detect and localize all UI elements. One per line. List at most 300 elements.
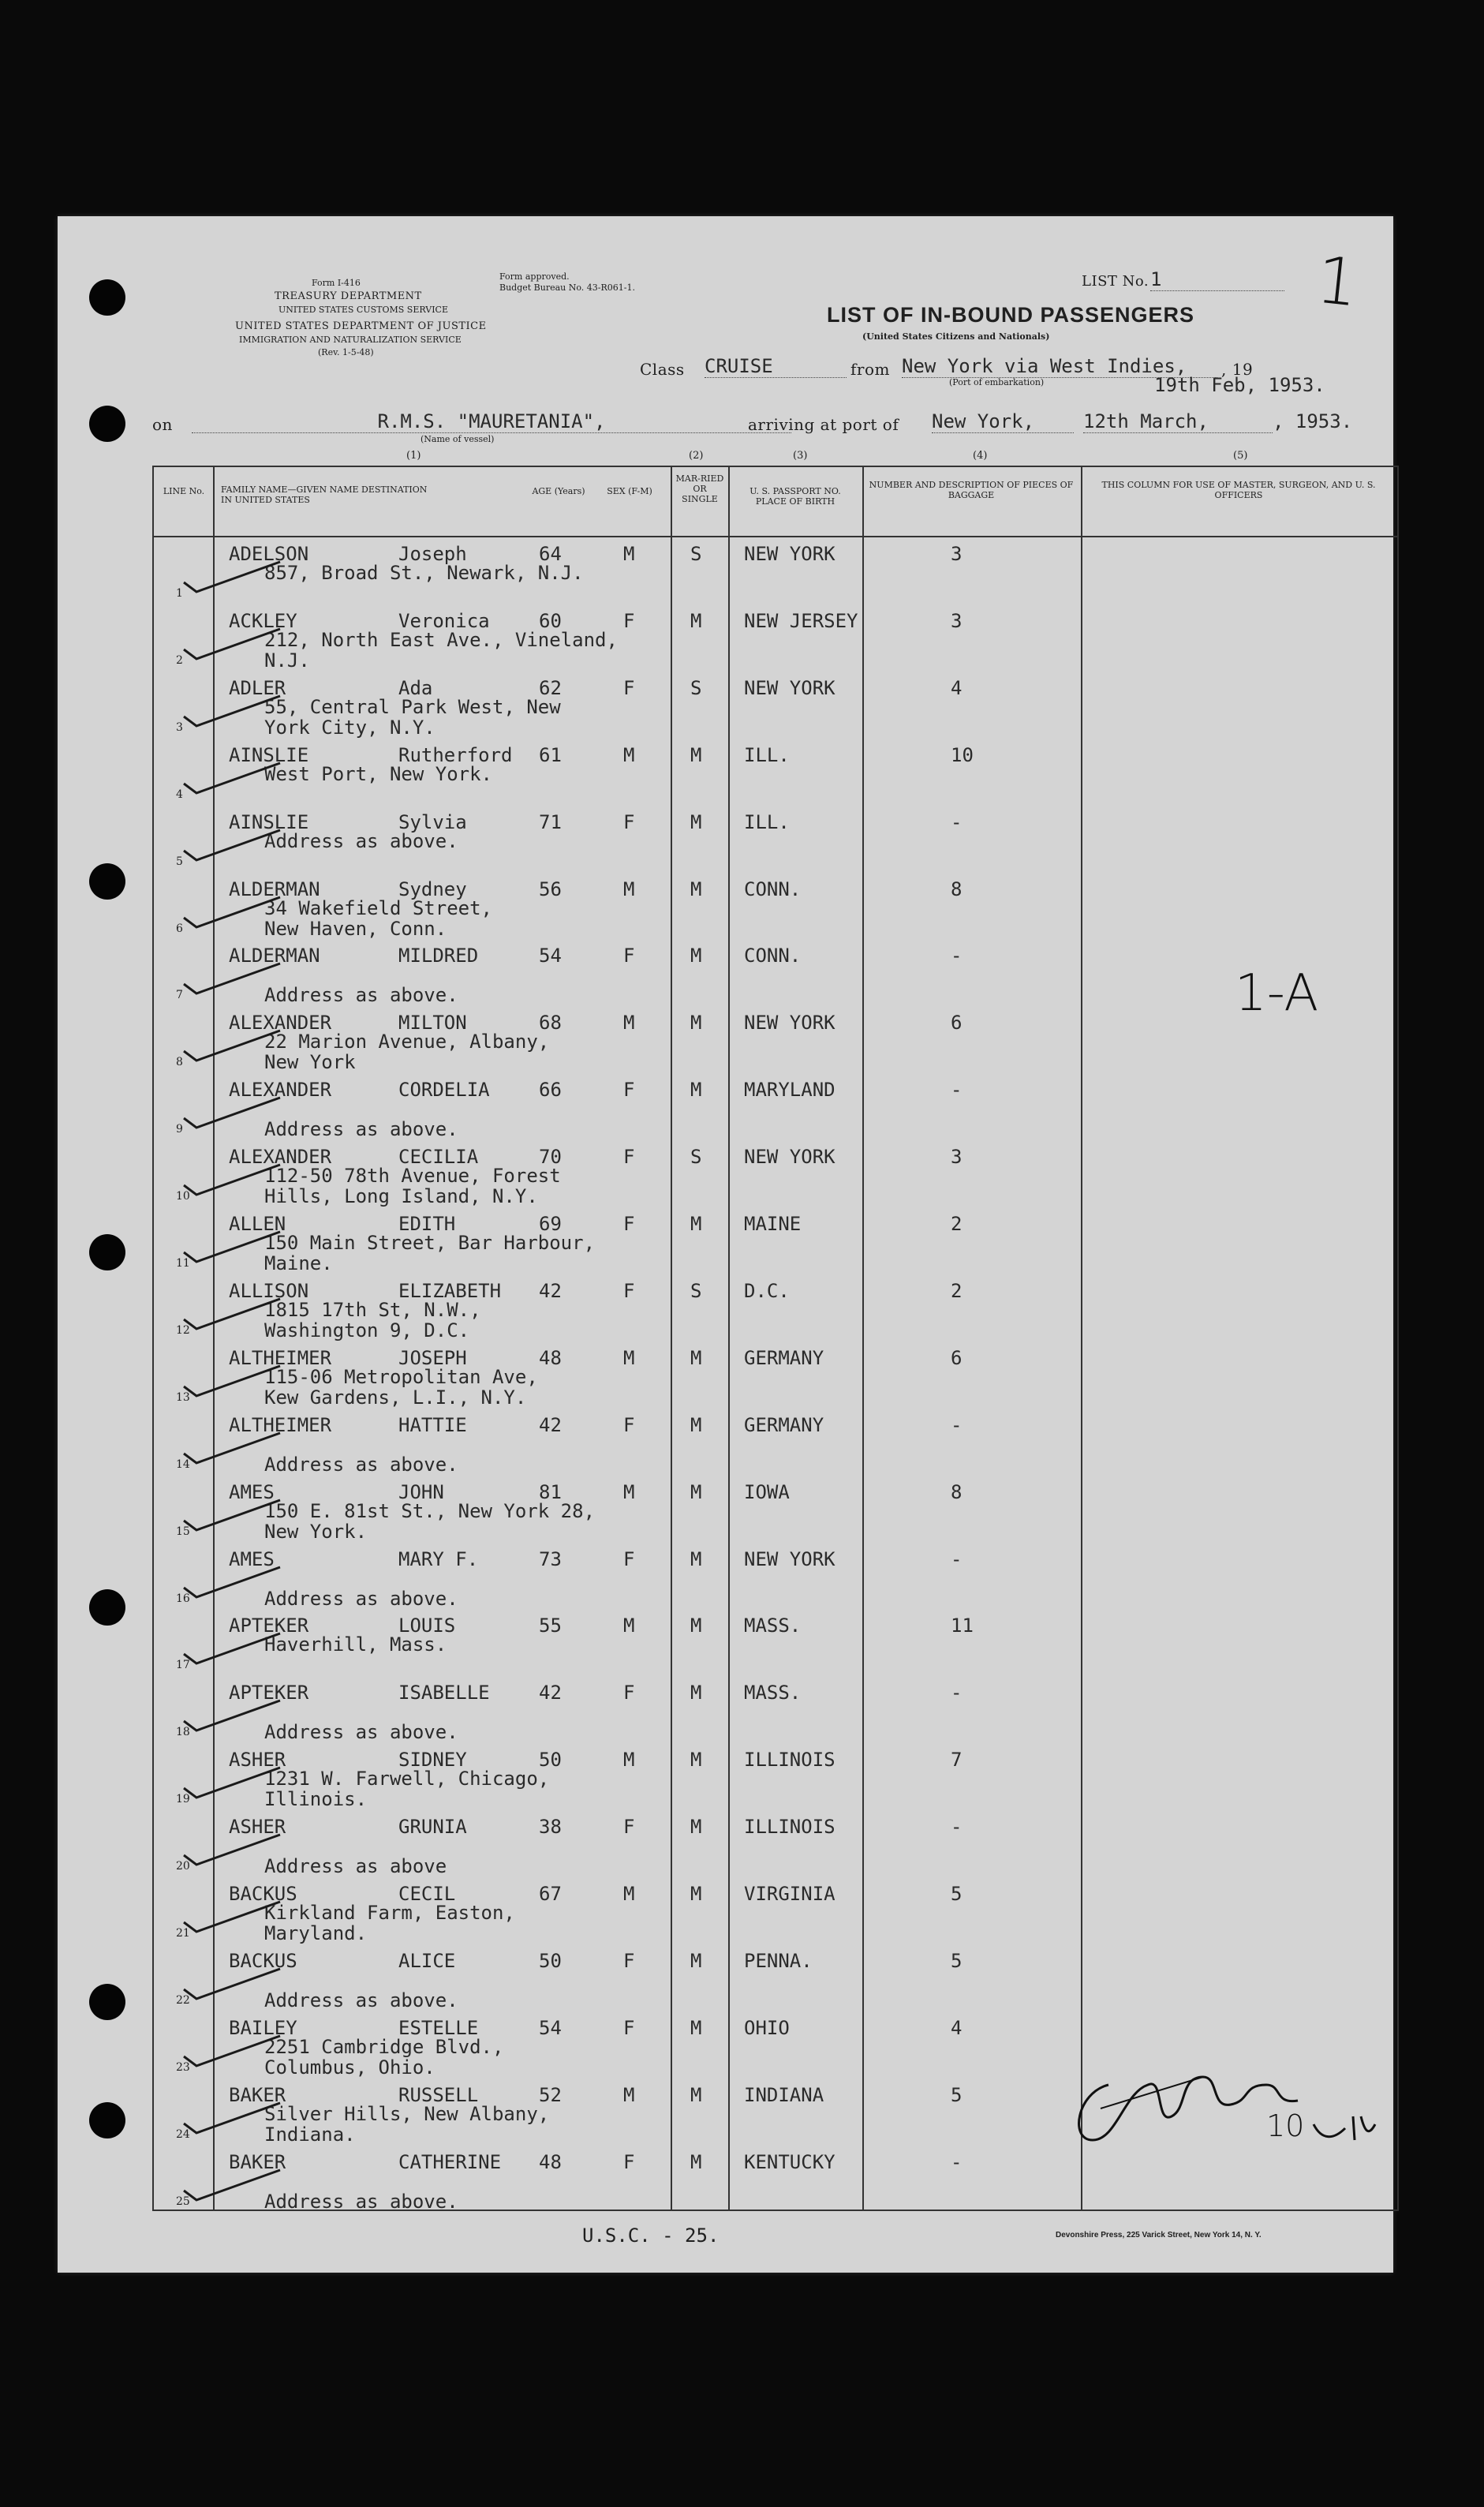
passenger-age: 56 (539, 877, 562, 900)
marital-status: M (690, 743, 702, 766)
table-row (154, 605, 1397, 672)
address-line-2: Address as above. (264, 1118, 458, 1141)
address-line-2: New Haven, Conn. (264, 917, 447, 940)
header-age: AGE (Years) (532, 486, 585, 496)
justice-label: UNITED STATES DEPARTMENT OF JUSTICE (235, 320, 487, 332)
baggage-count: - (951, 1816, 963, 1839)
passenger-surname: ADELSON (229, 543, 309, 565)
passenger-given-name: ELIZABETH (398, 1279, 502, 1302)
passenger-sex: M (623, 543, 635, 565)
embarkation-date: 19th Feb, 1953. (1154, 374, 1325, 396)
place-of-birth: OHIO (744, 2016, 790, 2039)
address-line-1: West Port, New York. (264, 762, 492, 785)
passenger-given-name: CORDELIA (398, 1079, 490, 1102)
passenger-surname: ASHER (229, 1749, 286, 1772)
check-mark-icon (178, 1627, 288, 1667)
passenger-given-name: CECIL (398, 1883, 456, 1905)
officer-signature (1061, 2030, 1377, 2172)
marital-status: M (690, 810, 702, 833)
passenger-given-name: Sylvia (398, 810, 467, 833)
passenger-surname: BAKER (229, 2083, 286, 2106)
line-number: 15 (176, 1525, 190, 1538)
passenger-age: 38 (539, 1816, 562, 1839)
passenger-age: 67 (539, 1883, 562, 1905)
address-line-1: 2251 Cambridge Blvd., (264, 2035, 504, 2058)
line-number: 10 (176, 1190, 190, 1203)
passenger-sex: M (623, 1480, 635, 1503)
passenger-sex: F (623, 2150, 635, 2173)
passenger-given-name: SIDNEY (398, 1749, 467, 1772)
table-row (154, 1409, 1397, 1476)
passenger-sex: F (623, 1547, 635, 1570)
passenger-surname: ALEXANDER (229, 1012, 332, 1035)
marital-status: M (690, 1213, 702, 1235)
from-label: from (850, 360, 890, 379)
address-line-2: New York. (264, 1520, 368, 1543)
punch-hole (89, 863, 125, 900)
passenger-age: 64 (539, 543, 562, 565)
marital-status: M (690, 1346, 702, 1369)
passenger-sex: F (623, 1279, 635, 1302)
baggage-count: - (951, 945, 963, 967)
line-number: 9 (176, 1123, 183, 1136)
table-row (154, 1275, 1397, 1342)
check-mark-icon (178, 1225, 288, 1265)
passenger-surname: AINSLIE (229, 743, 309, 766)
passenger-given-name: Rutherford (398, 743, 513, 766)
passenger-age: 54 (539, 2016, 562, 2039)
passenger-sex: F (623, 1682, 635, 1704)
place-of-birth: D.C. (744, 1279, 790, 1302)
address-line-1: 1815 17th St, N.W., (264, 1298, 481, 1321)
passenger-age: 48 (539, 2150, 562, 2173)
passenger-age: 54 (539, 945, 562, 967)
passenger-sex: M (623, 1883, 635, 1905)
address-line-2: Address as above. (264, 1989, 458, 2011)
passenger-surname: BACKUS (229, 1949, 297, 1972)
marital-status: M (690, 1749, 702, 1772)
baggage-count: 6 (951, 1346, 963, 1369)
passenger-sex: F (623, 1413, 635, 1436)
check-mark-icon (178, 2164, 288, 2203)
table-row (154, 1543, 1397, 1611)
line-number: 14 (176, 1457, 190, 1471)
baggage-count: - (951, 1413, 963, 1436)
passenger-age: 42 (539, 1413, 562, 1436)
list-no-label: LIST No. (1082, 273, 1149, 290)
check-mark-icon (178, 1761, 288, 1801)
check-mark-icon (178, 1963, 288, 2002)
place-of-birth: MAINE (744, 1213, 802, 1235)
passenger-given-name: Joseph (398, 543, 467, 565)
passenger-given-name: RUSSELL (398, 2083, 479, 2106)
address-line-2: Maine. (264, 1252, 333, 1274)
marital-status: M (690, 2150, 702, 2173)
place-of-birth: CONN. (744, 877, 802, 900)
line-number: 19 (176, 1793, 190, 1806)
class-value: CRUISE (705, 355, 847, 378)
passenger-surname: APTEKER (229, 1682, 309, 1704)
table-row (154, 739, 1397, 806)
line-number: 16 (176, 1592, 190, 1605)
passenger-given-name: Veronica (398, 609, 490, 632)
check-mark-icon (178, 690, 288, 729)
address-line-1: Silver Hills, New Albany, (264, 2102, 550, 2125)
place-of-birth: NEW YORK (744, 543, 835, 565)
punch-hole (89, 279, 125, 316)
passenger-sex: M (623, 1749, 635, 1772)
passenger-age: 62 (539, 676, 562, 699)
form-number: Form I-416 (312, 278, 361, 288)
column-number-1: (1) (406, 450, 421, 462)
address-line-1: 857, Broad St., Newark, N.J. (264, 562, 584, 584)
address-line-1: 22 Marion Avenue, Albany, (264, 1031, 550, 1053)
line-number: 21 (176, 1927, 190, 1940)
table-row (154, 806, 1397, 874)
passenger-sex: F (623, 2016, 635, 2039)
marital-status: M (690, 609, 702, 632)
baggage-count: - (951, 2150, 963, 2173)
column-number-3: (3) (793, 450, 808, 462)
passenger-sex: F (623, 1949, 635, 1972)
check-mark-icon (178, 1091, 288, 1131)
passenger-age: 71 (539, 810, 562, 833)
line-number: 18 (176, 1726, 190, 1739)
address-line-2: Address as above. (264, 2190, 458, 2213)
passenger-given-name: GRUNIA (398, 1816, 467, 1839)
address-line-1: 34 Wakefield Street, (264, 896, 492, 919)
printer-credit: Devonshire Press, 225 Varick Street, New York 14, N. Y. (1056, 2231, 1262, 2239)
check-mark-icon (178, 623, 288, 662)
passenger-given-name: LOUIS (398, 1615, 456, 1637)
place-of-birth: GERMANY (744, 1413, 824, 1436)
address-line-2: Address as above. (264, 984, 458, 1007)
table-row (154, 1744, 1397, 1811)
passenger-age: 73 (539, 1547, 562, 1570)
check-mark-icon (178, 1293, 288, 1332)
line-number: 7 (176, 989, 183, 1002)
marital-status: M (690, 1883, 702, 1905)
embarkation-port: New York via West Indies, (902, 355, 1217, 378)
marital-status: M (690, 1682, 702, 1704)
marital-status: M (690, 1547, 702, 1570)
baggage-count: 3 (951, 1146, 963, 1169)
check-mark-icon (178, 757, 288, 796)
embarkation-note: (Port of embarkation) (949, 377, 1045, 387)
marital-status: S (690, 543, 702, 565)
passenger-age: 52 (539, 2083, 562, 2106)
table-row (154, 874, 1397, 941)
passenger-surname: BACKUS (229, 1883, 297, 1905)
address-line-1: 55, Central Park West, New (264, 695, 561, 718)
passenger-surname: AMES (229, 1547, 275, 1570)
passenger-surname: ASHER (229, 1816, 286, 1839)
marital-status: M (690, 1949, 702, 1972)
passenger-surname: ALDERMAN (229, 877, 320, 900)
passenger-surname: AINSLIE (229, 810, 309, 833)
passenger-sex: F (623, 609, 635, 632)
baggage-count: 10 (951, 743, 974, 766)
class-label: Class (640, 360, 685, 379)
table-row (154, 1342, 1397, 1409)
line-number: 2 (176, 653, 183, 667)
address-line-2: Address as above (264, 1855, 447, 1878)
passenger-surname: ALTHEIMER (229, 1346, 332, 1369)
marital-status: M (690, 877, 702, 900)
punch-hole (89, 406, 125, 442)
passenger-given-name: ALICE (398, 1949, 456, 1972)
passenger-sex: M (623, 1346, 635, 1369)
line-number: 4 (176, 788, 183, 801)
marital-status: M (690, 2083, 702, 2106)
header-line-no: LINE No. (163, 486, 205, 496)
check-mark-icon (178, 556, 288, 595)
header-marital-status: MAR-RIED OR SINGLE (675, 473, 724, 504)
arrival-date: 12th March, (1083, 410, 1273, 433)
approved-label: Form approved. (499, 271, 570, 282)
baggage-count: 11 (951, 1615, 974, 1637)
table-row (154, 940, 1397, 1007)
place-of-birth: CONN. (744, 945, 802, 967)
revision-label: (Rev. 1-5-48) (318, 347, 374, 357)
column-number-2: (2) (689, 450, 704, 462)
passenger-surname: ALLEN (229, 1213, 286, 1235)
address-line-2: Washington 9, D.C. (264, 1319, 470, 1341)
marital-status: S (690, 1146, 702, 1169)
passenger-sex: F (623, 1079, 635, 1102)
budget-label: Budget Bureau No. 43-R061-1. (499, 283, 636, 293)
check-mark-icon (178, 1024, 288, 1064)
address-line-2: Hills, Long Island, N.Y. (264, 1185, 538, 1208)
passenger-given-name: JOHN (398, 1480, 444, 1503)
marital-status: M (690, 1079, 702, 1102)
passenger-given-name: HATTIE (398, 1413, 467, 1436)
passenger-surname: ALDERMAN (229, 945, 320, 967)
baggage-count: 8 (951, 877, 963, 900)
passenger-sex: F (623, 945, 635, 967)
place-of-birth: ILL. (744, 743, 790, 766)
marital-status: M (690, 2016, 702, 2039)
address-line-1: 150 Main Street, Bar Harbour, (264, 1232, 596, 1254)
address-line-2: Illinois. (264, 1788, 368, 1811)
passenger-surname: ALEXANDER (229, 1146, 332, 1169)
marital-status: M (690, 1012, 702, 1035)
baggage-count: 2 (951, 1279, 963, 1302)
passenger-age: 68 (539, 1012, 562, 1035)
address-line-1: 212, North East Ave., Vineland, (264, 628, 618, 651)
check-mark-icon (178, 1158, 288, 1198)
place-of-birth: NEW YORK (744, 676, 835, 699)
marital-status: M (690, 1816, 702, 1839)
treasury-label: TREASURY DEPARTMENT (275, 290, 422, 302)
table-row (154, 1074, 1397, 1141)
line-number: 1 (176, 587, 183, 600)
marital-status: S (690, 676, 702, 699)
place-of-birth: VIRGINIA (744, 1883, 835, 1905)
on-label: on (152, 415, 173, 434)
passenger-age: 70 (539, 1146, 562, 1169)
table-row (154, 1677, 1397, 1744)
place-of-birth: IOWA (744, 1480, 790, 1503)
baggage-count: - (951, 1079, 963, 1102)
passenger-age: 48 (539, 1346, 562, 1369)
table-row (154, 1878, 1397, 1945)
check-mark-icon (178, 2030, 288, 2069)
year-stub: , 19 (1221, 360, 1254, 379)
passenger-sex: F (623, 810, 635, 833)
punch-hole (89, 1984, 125, 2020)
punch-hole (89, 2102, 125, 2138)
check-mark-icon (178, 824, 288, 863)
passenger-surname: AMES (229, 1480, 275, 1503)
check-mark-icon (178, 2097, 288, 2136)
marital-status: M (690, 1413, 702, 1436)
check-mark-icon (178, 1360, 288, 1399)
signature-time-mark: 10 (1266, 2108, 1305, 2143)
address-line-1: Kirkland Farm, Easton, (264, 1902, 515, 1924)
passenger-sex: F (623, 676, 635, 699)
place-of-birth: MASS. (744, 1682, 802, 1704)
passenger-surname: ALEXANDER (229, 1079, 332, 1102)
ins-label: IMMIGRATION AND NATURALIZATION SERVICE (239, 335, 462, 345)
line-number: 12 (176, 1323, 190, 1337)
passenger-sex: M (623, 1012, 635, 1035)
passenger-age: 69 (539, 1213, 562, 1235)
passenger-given-name: CATHERINE (398, 2150, 502, 2173)
check-mark-icon (178, 1828, 288, 1868)
baggage-count: 2 (951, 1213, 963, 1235)
table-row (154, 1811, 1397, 1878)
passenger-given-name: EDITH (398, 1213, 456, 1235)
vessel-name: R.M.S. "MAURETANIA", (192, 410, 791, 433)
marital-status: M (690, 945, 702, 967)
passenger-sex: M (623, 743, 635, 766)
line-number: 3 (176, 720, 183, 734)
baggage-count: 4 (951, 676, 963, 699)
baggage-count: 8 (951, 1480, 963, 1503)
punch-hole (89, 1234, 125, 1270)
arrival-port: New York, (932, 410, 1074, 433)
address-line-2: Indiana. (264, 2123, 356, 2146)
document-subtitle: (United States Citizens and Nationals) (862, 331, 1050, 342)
passenger-age: 61 (539, 743, 562, 766)
table-row (154, 1610, 1397, 1677)
table-row (154, 672, 1397, 739)
passenger-sex: F (623, 1213, 635, 1235)
place-of-birth: NEW JERSEY (744, 609, 858, 632)
passenger-sex: F (623, 1146, 635, 1169)
passenger-age: 50 (539, 1749, 562, 1772)
baggage-count: 6 (951, 1012, 963, 1035)
place-of-birth: NEW YORK (744, 1012, 835, 1035)
address-line-1: 112-50 78th Avenue, Forest (264, 1165, 561, 1188)
line-number: 8 (176, 1056, 183, 1069)
check-mark-icon (178, 891, 288, 930)
line-number: 17 (176, 1659, 190, 1672)
column-number-4: (4) (973, 450, 988, 462)
passenger-sex: F (623, 1816, 635, 1839)
header-baggage: NUMBER AND DESCRIPTION OF PIECES OF BAGGAGE (869, 480, 1074, 500)
marital-status: S (690, 1279, 702, 1302)
passenger-surname: ADLER (229, 676, 286, 699)
address-line-1: 150 E. 81st St., New York 28, (264, 1499, 596, 1522)
passenger-age: 60 (539, 609, 562, 632)
passenger-given-name: MILTON (398, 1012, 467, 1035)
passenger-surname: ALTHEIMER (229, 1413, 332, 1436)
customs-label: UNITED STATES CUSTOMS SERVICE (278, 305, 448, 315)
place-of-birth: KENTUCKY (744, 2150, 835, 2173)
check-mark-icon (178, 1694, 288, 1734)
passenger-given-name: Ada (398, 676, 433, 699)
line-number: 11 (176, 1257, 190, 1270)
place-of-birth: INDIANA (744, 2083, 824, 2106)
baggage-count: 3 (951, 543, 963, 565)
baggage-count: - (951, 1547, 963, 1570)
address-line-1: Haverhill, Mass. (264, 1633, 447, 1656)
baggage-count: 3 (951, 609, 963, 632)
table-row (154, 1945, 1397, 2012)
address-line-1: 1231 W. Farwell, Chicago, (264, 1768, 550, 1790)
table-row (154, 1208, 1397, 1275)
passenger-given-name: Sydney (398, 877, 467, 900)
address-line-2: N.J. (264, 649, 310, 672)
handwritten-officer-mark: 1-A (1235, 964, 1319, 1023)
passenger-surname: ACKLEY (229, 609, 297, 632)
place-of-birth: NEW YORK (744, 1547, 835, 1570)
line-number: 23 (176, 2060, 190, 2074)
baggage-count: 5 (951, 1883, 963, 1905)
passenger-surname: BAILEY (229, 2016, 297, 2039)
place-of-birth: ILL. (744, 810, 790, 833)
passenger-given-name: MARY F. (398, 1547, 479, 1570)
table-row (154, 1007, 1397, 1074)
address-line-2: Maryland. (264, 1922, 368, 1944)
usc-footer: U.S.C. - 25. (582, 2224, 720, 2247)
passenger-given-name: ISABELLE (398, 1682, 490, 1704)
baggage-count: - (951, 810, 963, 833)
address-line-1: Address as above. (264, 829, 458, 852)
vessel-note: (Name of vessel) (421, 434, 495, 444)
place-of-birth: MARYLAND (744, 1079, 835, 1102)
line-number: 22 (176, 1993, 190, 2007)
passenger-given-name: CECILIA (398, 1146, 479, 1169)
line-number: 5 (176, 855, 183, 868)
marital-status: M (690, 1480, 702, 1503)
document-title: LIST OF IN-BOUND PASSENGERS (827, 303, 1195, 327)
address-line-2: Address as above. (264, 1721, 458, 1744)
check-mark-icon (178, 1561, 288, 1600)
check-mark-icon (178, 1494, 288, 1533)
passenger-age: 42 (539, 1279, 562, 1302)
line-number: 25 (176, 2195, 190, 2208)
handwritten-page-mark: 1 (1313, 242, 1362, 322)
address-line-2: Kew Gardens, L.I., N.Y. (264, 1386, 527, 1409)
header-passport: U. S. PASSPORT NO. PLACE OF BIRTH (749, 486, 841, 507)
table-row (154, 1141, 1397, 1208)
baggage-count: 4 (951, 2016, 963, 2039)
address-line-2: New York (264, 1051, 356, 1074)
check-mark-icon (178, 1427, 288, 1466)
passenger-table (152, 450, 1399, 2213)
passenger-given-name: ESTELLE (398, 2016, 479, 2039)
header-sex: SEX (F-M) (607, 486, 652, 496)
line-number: 6 (176, 922, 183, 935)
passenger-sex: M (623, 1615, 635, 1637)
baggage-count: 5 (951, 2083, 963, 2106)
header-name: FAMILY NAME—GIVEN NAME DESTINATION IN UNITED STATES (221, 485, 428, 505)
place-of-birth: PENNA. (744, 1949, 813, 1972)
passenger-surname: BAKER (229, 2150, 286, 2173)
